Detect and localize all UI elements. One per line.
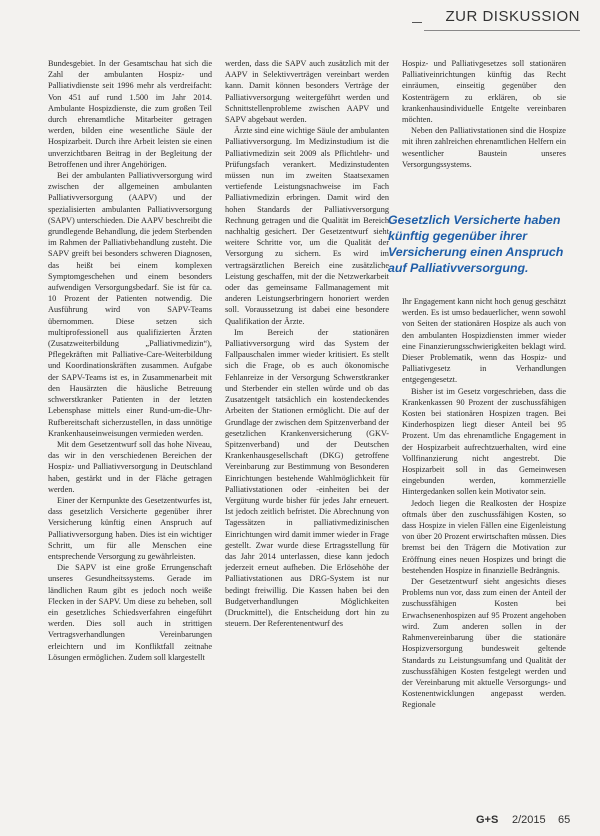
text-column-1	[48, 58, 212, 790]
paragraph: Die SAPV ist eine große Errungenschaft unseres Gesundheitssystems. Gerade im ländlichen Raum gibt es jedoch noch weiße Flecken in der SAPV. Um diese zu beheben, soll ein gesetzliches Schiedsverfahren eingeführt werden. Dies soll auch in strittigen Vertragsverhandlungen Vereinbarungen erleichtern und im Konfliktfall zeitnahe Lösungen ermöglichen. Zudem soll klargestellt	[48, 563, 212, 662]
paragraph: Bundesgebiet. In der Gesamtschau hat sich die Zahl der ambulanten Hospiz- und Palliativdienste seit 1996 mehr als verdreifacht: Von 451 auf rund 1.500 im Jahr 2014. Ambulante Hospizdienste, die zum großen Teil durch ehrenamtliche Mitarbeiter getragen werden, bilden eine wesentliche Säule der Hospizarbeit. Durch ihre Arbeit leisten sie einen unverzichtbaren Beitrag in der Begleitung der Betroffenen und ihrer Angehörigen.	[48, 59, 212, 169]
pull-quote: Gesetzlich Versicherte haben künftig gegenüber ihrer Versicherung einen Anspruch auf Palliativversorgung.	[388, 213, 564, 275]
paragraph: Der Gesetzentwurf sieht angesichts dieses Problems nun vor, dass zum einen der Anteil der zuschussfähigen Kosten bei Erwachsenenhospizen auf 95 Prozent angehoben wird. Zum anderen sollen in der Rahmenvereinbarung über die stationäre Hospizversorgung bundesweit geltende Standards zu Leistungsumfang und Qualität der zuschussfähigen Kosten festgelegt werden und der Vereinbarung mit aktuelle Versorgungs- und Kostenentwicklungen angepasst werden. Regionale	[402, 577, 566, 710]
paragraph: Ihr Engagement kann nicht hoch genug geschätzt werden. Es ist umso bedauerlicher, wenn sowohl von Seiten der stationären Hospize als auch von den ambulanten Hospizdiensten immer wieder eine Finanzierungsschwierigkeiten beklagt wird. Dieser Problematik, wenn das Hospiz- und Palliativgesetz in Verhandlungen entgegengesetzt.	[402, 297, 566, 385]
paragraph: Bisher ist im Gesetz vorgeschrieben, dass die Krankenkassen 90 Prozent der zuschussfähigen Kosten bei stationären Hospizen tragen. Bei Kinderhospizen liegt dieser Anteil bei 95 Prozent. Um das ehrenamtliche Engagement in der Hospizarbeit aufrechtzuerhalten, wird eine Vollfinanzierung nicht angestrebt. Die Hospizarbeit soll in das Gemeinwesen eingebunden werden, kommerzielle Hintergedanken sollen kein Motivator sein.	[402, 386, 566, 497]
issue-number: 2/2015	[512, 814, 546, 826]
paragraph: Einer der Kernpunkte des Gesetzentwurfes ist, dass gesetzlich Versicherte gegenüber ihrer Versicherung künftig einen Anspruch auf Palliativversorgung haben. Dies ist ein wichtiger Schritt, um für alle Menschen eine entsprechende Versorgung zu gewährleisten.	[48, 495, 212, 561]
paragraph: Ärzte sind eine wichtige Säule der ambulanten Palliativversorgung. Im Medizinstudium ist die Palliativmedizin seit 2009 als Pflichtlehr- und Prüfungsfach verankert. Medizinstudenten müssen nun im zweiten Staatsexamen vertiefende Leistungsnachweise im Fach Palliativmedizin erbringen. Damit wird den hohen Standards der Palliativversorgung Rechnung getragen und die Qualität im Bereich nachhaltig gesichert. Der Gesetzentwurf sieht weitere Schritte vor, um die Qualität der Versorgung zu sichern. Es wird im vertragsärztlichen Bereich eine zusätzliche Leistung geschaffen, mit der die Netzwerkarbeit oder das gemeinsame Fallmanagement mit anderen Leistungserbringern honoriert werden soll. Voraussetzung ist dabei eine besondere Qualifikation der Ärzte.	[225, 126, 389, 326]
paragraph: Neben den Palliativstationen sind die Hospize mit ihren zahlreichen ehrenamtlichen Helfern ein wesentlicher Baustein unseres Versorgungssystems.	[402, 126, 566, 169]
column-3-upper	[402, 58, 566, 198]
section-title: ZUR DISKUSSION	[445, 8, 580, 25]
paragraph: Hospiz- und Palliativgesetzes soll stationären Palliativeinrichtungen künftig das Recht einräumen, einseitig gegenüber den Kostenträgern zu erklären, ob sie krankenhausindividuelle Entgelte vereinbaren möchten.	[402, 59, 566, 125]
text-column-2	[225, 58, 389, 790]
header-rule	[424, 30, 580, 31]
paragraph: Mit dem Gesetzentwurf soll das hohe Niveau, das wir in den verschiedenen Bereichen der Hospiz- und Palliativversorgung in Deutschland haben, gestärkt und in der Fläche getragen werden.	[48, 439, 212, 494]
paragraph: Jedoch liegen die Realkosten der Hospize oftmals über den zuschussfähigen Kosten, so dass Hospize in vielen Fällen eine Eigenleistung von über 20 Prozent erwirtschaften müssen. Dies bremst bei den Trägern die Motivation zur Eröffnung eines neuen Hospizes und bringt die bestehenden Hospize in finanzielle Bedrängnis.	[402, 498, 566, 575]
text-column-3	[402, 58, 566, 790]
paragraph: Im Bereich der stationären Palliativversorgung wird das System der Fallpauschalen immer wieder kritisiert. Es stellt sich die Frage, ob es auch ökonomische Fehlanreize in der Versorgung Schwerstkranker und Sterbender ein stellen würde und ob das Zusatzentgelt tatsächlich ein kostendeckendes Arbeiten der Stationen ermöglicht. Die auf der Grundlage der zwischen dem Spitzenverband der gesetzlichen Krankenversicherung (GKV-Spitzenverband) und der Deutschen Krankenhausgesellschaft (DKG) getroffene Vereinbarung zur Bestimmung von Besonderen Einrichtungen bestehende Wahlmöglichkeit für Palliativstationen oder -einheiten bei der Vergütung wurde bisher für jedes Jahr erneuert. Ist jedoch zeitlich befristet. Die Abrechnung von Tagessätzen in palliativmedizinischen Einrichtungen wird damit immer wieder in Frage gestellt. Zwar wurde diese Ertragsstellung für das Jahr 2014 unterlassen, diese kann jedoch jederzeit erneut aufheben. Die Erlösehöhe der Palliativstationen aus DRG-System ist nur bedingt freiwillig. Die Kassen haben bei den Budgetverhandlungen Möglichkeiten (Druckmittel), die Entscheidung dort hin zu steuern. Der Referentenentwurf des	[225, 327, 389, 629]
magazine-name: G+S	[476, 814, 499, 826]
page-number: 65	[558, 814, 571, 826]
paragraph: werden, dass die SAPV auch zusätzlich mit der AAPV in Selektivverträgen vereinbart werden kann. Damit können besonders Verträge der Palliativversorgung weitergeführt werden und Schnittstellenprobleme zwischen AAPV und SAPV abgebaut werden.	[225, 59, 389, 125]
header-rule-short	[412, 22, 422, 23]
paragraph: Bei der ambulanten Palliativversorgung wird zwischen der allgemeinen ambulanten Palliativversorgung (AAPV) und der spezialisierten ambulanten Palliativversorgung (SAPV) unterschieden. Die AAPV beschreibt die grundlegende Behandlung, die jedem Sterbenden im Rahmen der Palliativbehandlung zusteht. Die SAPV greift bei besonders schweren Diagnosen, das heißt bei einem komplexen Symptomgeschehen und einem besonders aufwendigen Versorgungsbedarf. Sie ist für ca. 10 Prozent der Patienten notwendig. Die Ausführung wird von SAPV-Teams übernommen. Diese setzen sich multiprofessionell aus qualifizierten Ärzten (Zusatzweiterbildung „Palliativmedizin“), Pflegekräften mit Palliative-Care-Weiterbildung und Koordinationskräften zusammen. Aufgabe der SAPV-Teams ist es, in Zusammenarbeit mit den Hausärzten die häusliche Betreuung schwerstkranker Patienten in der letzten Lebensphase mittels einer Rund-um-die-Uhr-Rufbereitschaft sicherzustellen, in dass unnötige Krankenhauseinweisungen vermieden werden.	[48, 171, 212, 438]
column-3-lower	[402, 296, 566, 790]
page-header	[0, 0, 600, 40]
page-footer	[0, 808, 600, 836]
article-body	[48, 58, 566, 790]
